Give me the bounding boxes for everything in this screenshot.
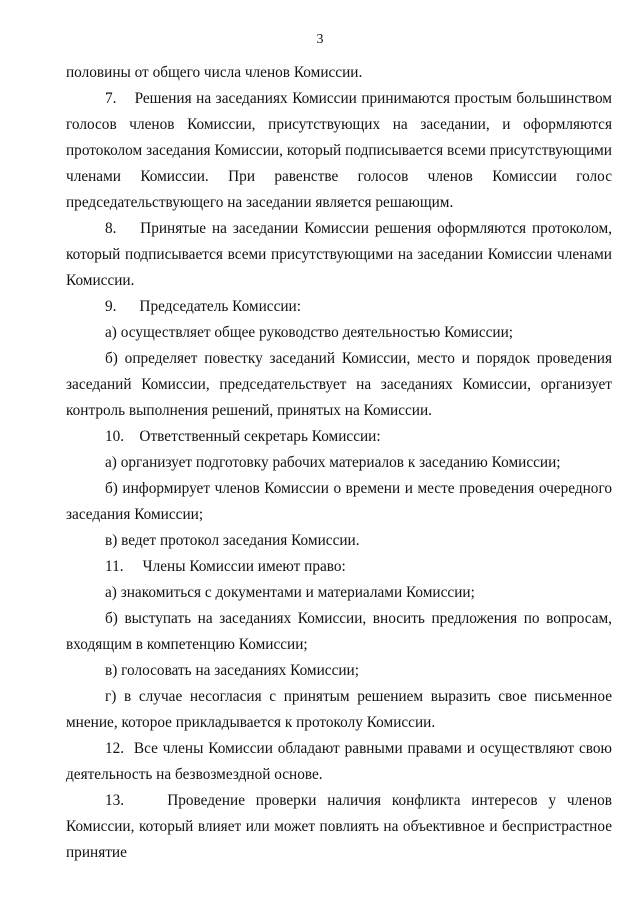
paragraph-item-11d: г) в случае несогласия с принятым решением выразить свое письменное мнение, которое прикладывается к протоколу Комиссии. [66, 688, 612, 731]
paragraph-item-13: 13. Проведение проверки наличия конфликта интересов у членов Комиссии, который влияет или может повлиять на объективное и беспристрастное принятие [66, 792, 612, 861]
paragraph-item-12: 12. Все члены Комиссии обладают равными правами и осуществляют свою деятельность на безвозмездной основе. [66, 740, 612, 783]
paragraph-item-9: 9. Председатель Комиссии: [105, 298, 301, 315]
document-body [66, 60, 612, 866]
paragraph-item-11a: а) знакомиться с документами и материалами Комиссии; [105, 584, 475, 601]
paragraph-item-10b: б) информирует членов Комиссии о времени и месте проведения очередного заседания Комиссии; [66, 480, 612, 523]
paragraph-item-9b: б) определяет повестку заседаний Комиссии, место и порядок проведения заседаний Комиссии, председательствует на заседаниях Комиссии, организует контроль выполнения решений, принятых на Комиссии. [66, 350, 612, 419]
paragraph-item-10: 10. Ответственный секретарь Комиссии: [105, 428, 381, 445]
paragraph-item-11b: б) выступать на заседаниях Комиссии, вносить предложения по вопросам, входящим в компетенцию Комиссии; [66, 610, 612, 653]
paragraph-continuation: половины от общего числа членов Комиссии. [66, 64, 363, 81]
paragraph-item-11c: в) голосовать на заседаниях Комиссии; [105, 662, 359, 679]
paragraph-item-9a: а) осуществляет общее руководство деятельностью Комиссии; [105, 324, 514, 341]
paragraph-item-7: 7. Решения на заседаниях Комиссии принимаются простым большинством голосов членов Комиссии, присутствующих на заседании, и оформляются протоколом заседания Комиссии, который подписывается всеми присутствующими членами Комиссии. При равенстве голосов членов Комиссии голос председательствующего на заседании является решающим. [66, 90, 612, 211]
paragraph-item-8: 8. Принятые на заседании Комиссии решения оформляются протоколом, который подписывается всеми присутствующими на заседании Комиссии членами Комиссии. [66, 220, 612, 289]
page-number: 3 [316, 32, 324, 47]
paragraph-item-10c: в) ведет протокол заседания Комиссии. [105, 532, 360, 549]
paragraph-item-11: 11. Члены Комиссии имеют право: [105, 558, 346, 575]
paragraph-item-10a: а) организует подготовку рабочих материалов к заседанию Комиссии; [105, 454, 561, 471]
